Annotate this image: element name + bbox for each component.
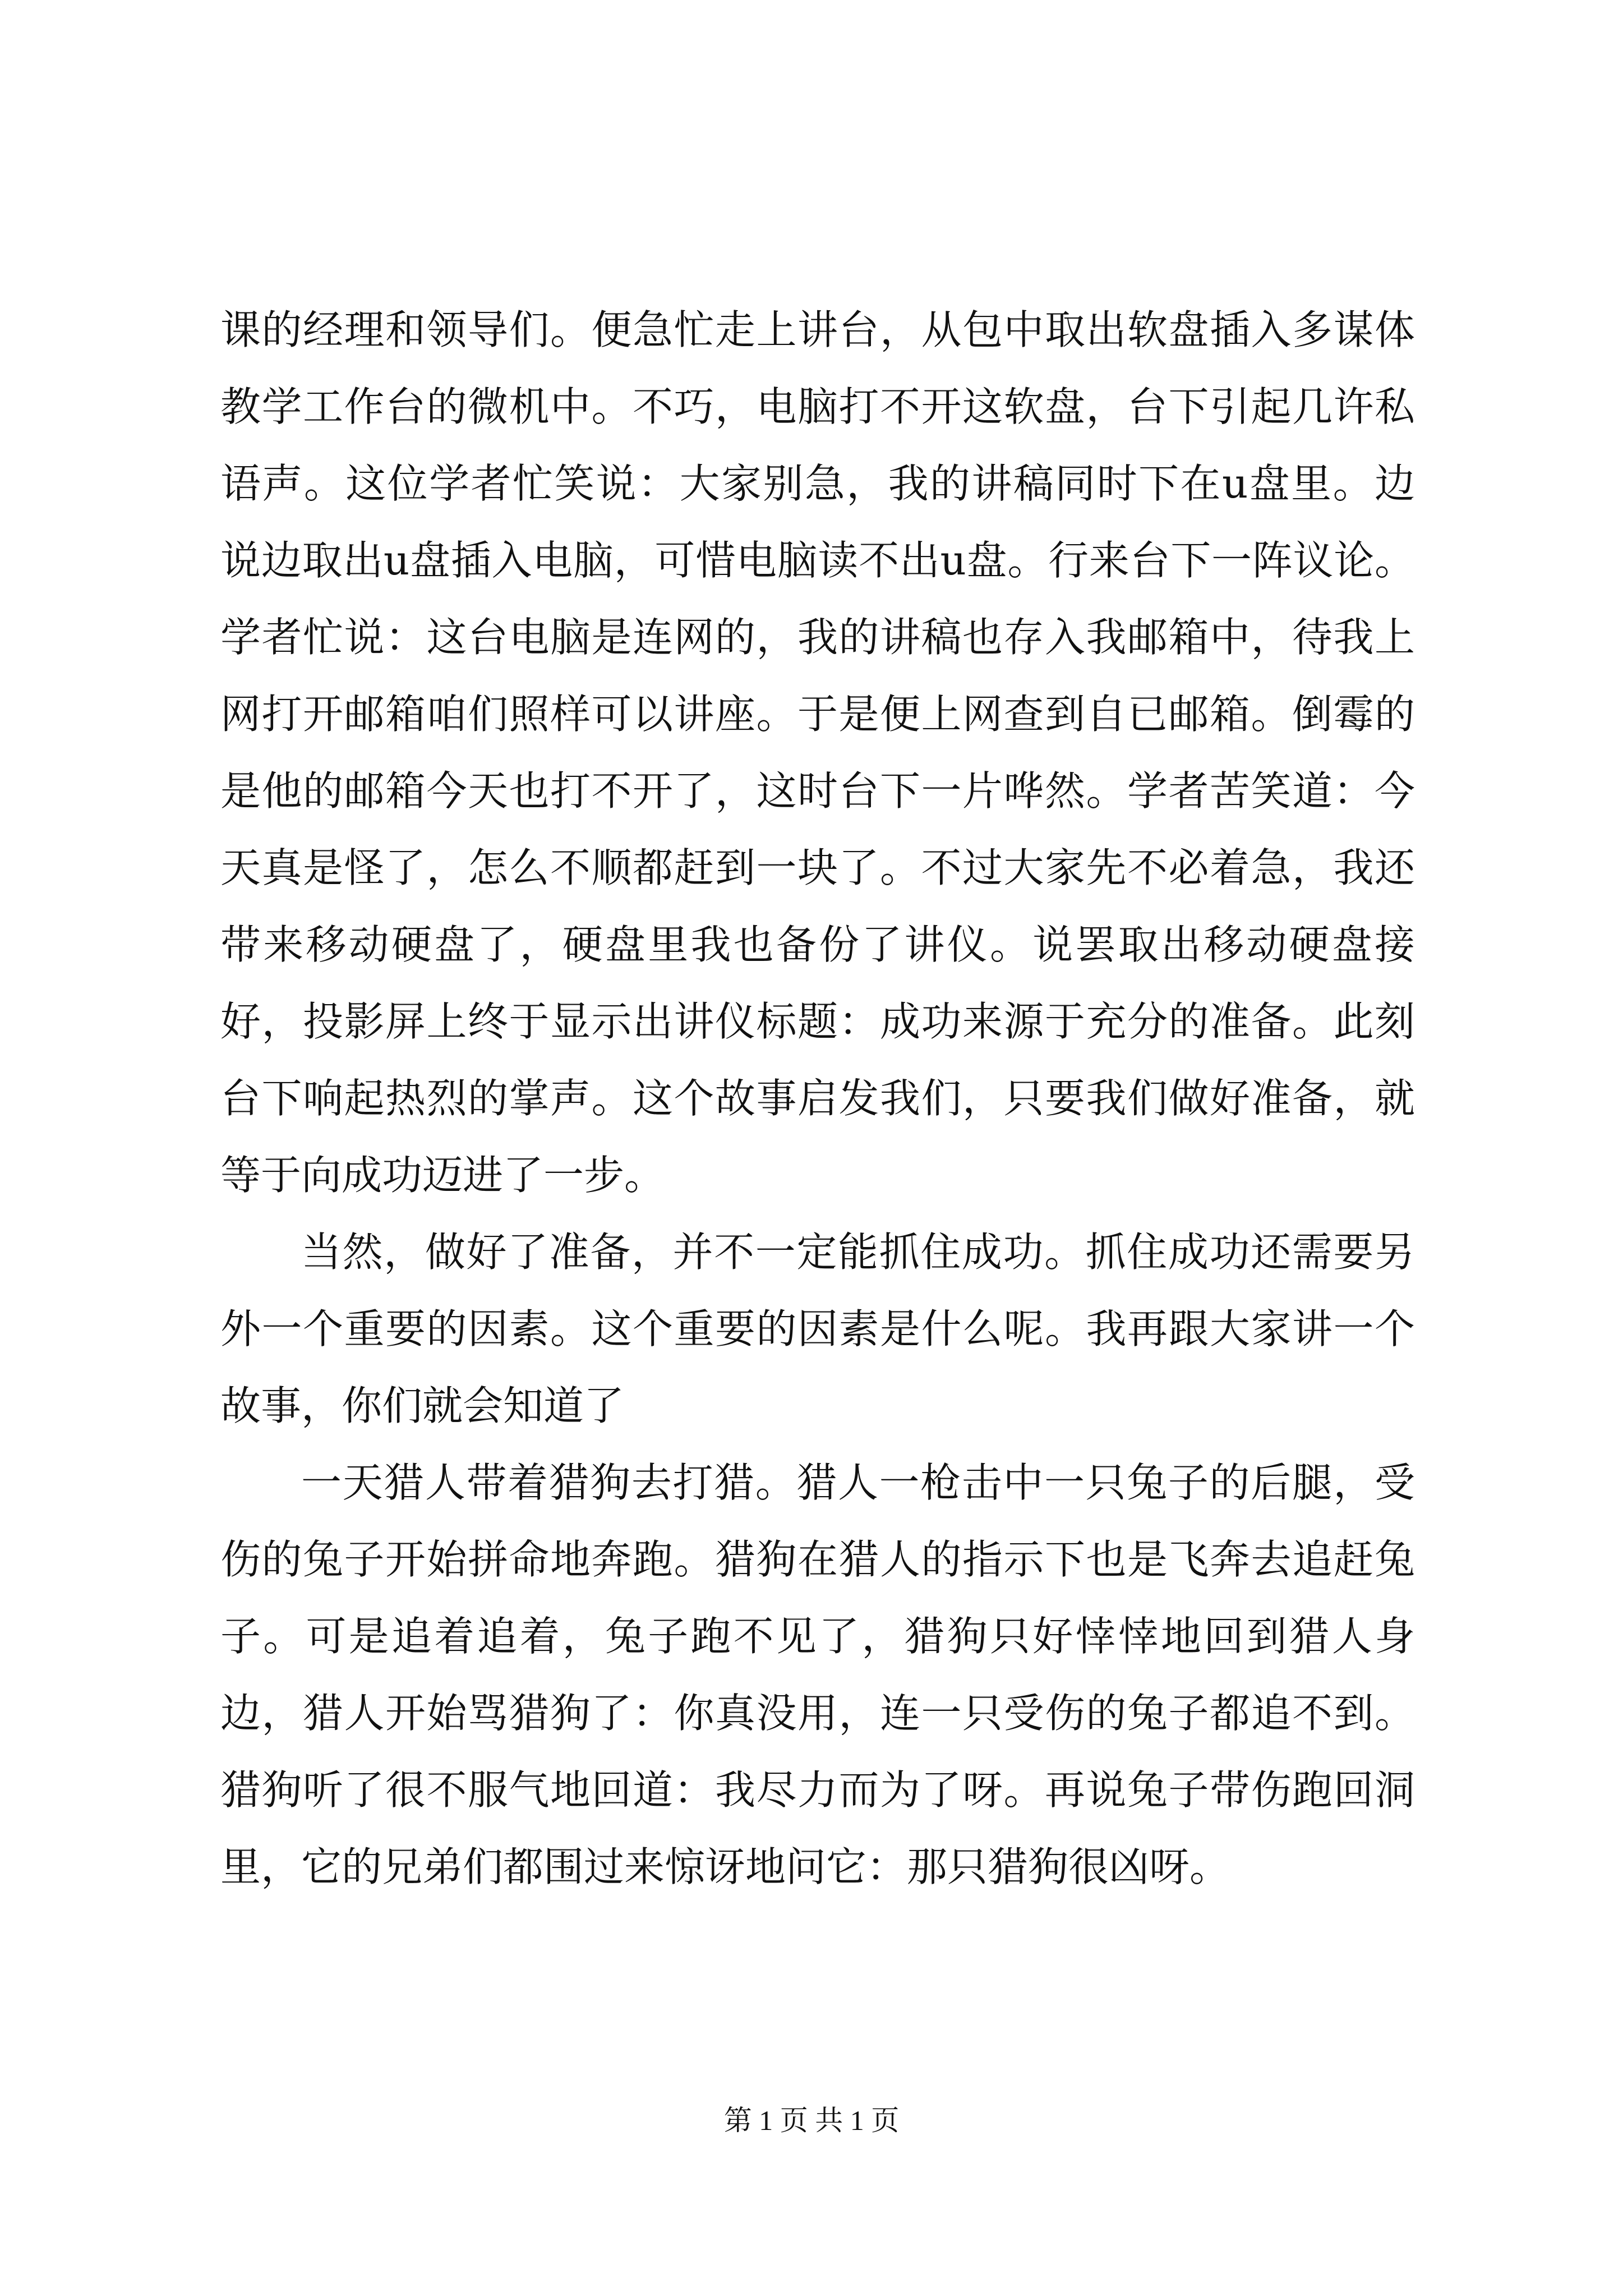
document-body <box>220 292 1415 1906</box>
page-footer: 第 1 页 共 1 页 <box>723 2105 900 2136</box>
paragraph-3: 一天猎人带着猎狗去打猎。猎人一枪击中一只兔子的后腿，受伤的兔子开始拼命地奔跑。猎狗在猎人的指示下也是飞奔去追赶兔子。可是追着追着，兔子跑不见了，猎狗只好悻悻地回到猎人身边，猎人开始骂猎狗了：你真没用，连一只受伤的兔子都追不到。猎狗听了很不服气地回道：我尽力而为了呀。再说兔子带伤跑回洞里，它的兄弟们都围过来惊讶地问它：那只猎狗很凶呀。 <box>220 1459 1415 1890</box>
paragraph-1: 课的经理和领导们。便急忙走上讲台，从包中取出软盘插入多谋体教学工作台的微机中。不巧，电脑打不开这软盘，台下引起几许私语声。这位学者忙笑说：大家别急，我的讲稿同时下在u盘里。边说边取出u盘插入电脑，可惜电脑读不出u盘。行来台下一阵议论。学者忙说：这台电脑是连网的，我的讲稿也存入我邮箱中，待我上网打开邮箱咱们照样可以讲座。于是便上网查到自已邮箱。倒霉的是他的邮箱今天也打不开了，这时台下一片哗然。学者苦笑道：今天真是怪了，怎么不顺都赶到一块了。不过大家先不必着急，我还带来移动硬盘了，硬盘里我也备份了讲仪。说罢取出移动硬盘接好，投影屏上终于显示出讲仪标题：成功来源于充分的准备。此刻台下响起热烈的掌声。这个故事启发我们，只要我们做好准备，就等于向成功迈进了一步。 <box>220 306 1415 1199</box>
paragraph-2: 当然，做好了准备，并不一定能抓住成功。抓住成功还需要另外一个重要的因素。这个重要的因素是什么呢。我再跟大家讲一个故事，你们就会知道了 <box>220 1228 1415 1429</box>
